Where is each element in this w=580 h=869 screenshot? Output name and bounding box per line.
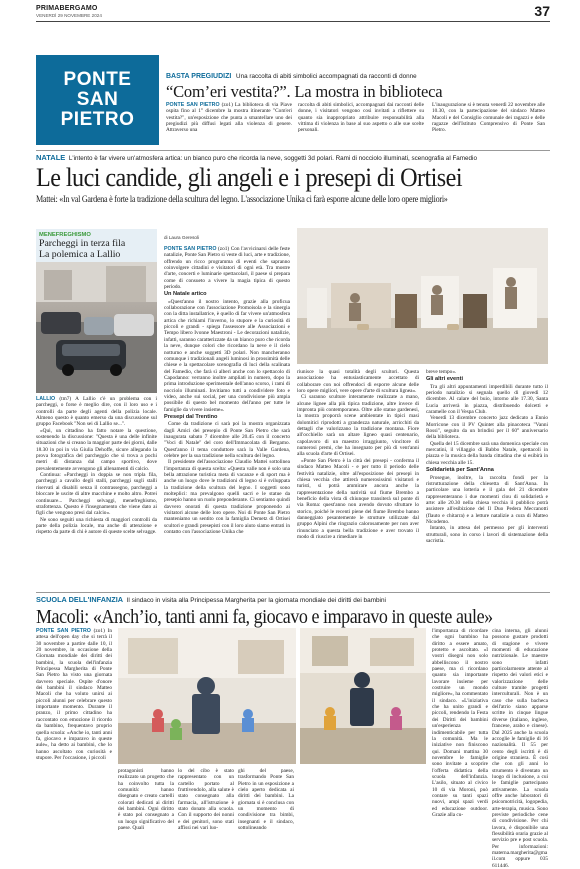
natale-kicker-row bbox=[36, 153, 477, 162]
body: Come da tradizione ci sarà poi la mostra organizzata dagli Amici dei presepio di Ponte San Pietro che sarà inaugurata sabato 7 dicembre alle 20.45 con il concerto "Voci di Natale" del coro dell'Immacolata di Bergamo. Quest'anno il tema conduttore sarà la Valle Gardena, celebre per la sua tradizione nella scultura del legno. bbox=[164, 421, 290, 459]
infanzia-col-4 bbox=[238, 768, 294, 834]
text-column bbox=[432, 102, 545, 146]
page-header bbox=[0, 0, 580, 28]
body: Tra gli altri appuntamenti imperdibili durante tutto il periodo natalizio si segnala quello di giovedì 12 dicembre. Al calare del buio, intorno alle 17.30, Santa Lucia arriverà in piazza, distribuendo dolcetti e caramelle con il Vespa Club. bbox=[426, 383, 548, 416]
headline: Macoli: «Anch’io, tanti anni fa, giocavo e imparavo in queste aule» bbox=[36, 606, 493, 628]
article-col-c bbox=[426, 369, 548, 591]
parking-photo bbox=[36, 262, 157, 393]
body: A Lallio c'è un problema con i parcheggi, o forse è meglio dire, con il loro uso e i controlli da parte degli agenti della polizia locale. Almeno questo è quanto emerso da una discussione sul gruppo Facebook "Non sei di Lallio se...". bbox=[36, 396, 157, 428]
code: (zo1) bbox=[217, 246, 230, 252]
town-line: SAN bbox=[76, 89, 119, 110]
divider bbox=[36, 150, 550, 151]
body: protagonisti hanno realizzato un progetto che ha coinvolto tutta la comunità: hanno disegnato e creato cartelli colorati dedicati ai diritti dei bambini. Ogni diritto è stato poi consegnato a un luogo significativo del paese. Quali bbox=[118, 768, 174, 832]
divider bbox=[36, 592, 550, 593]
section-tag: SCUOLA DELL'INFANZIA bbox=[36, 595, 123, 604]
kicker: L'intento è far vivere un'atmosfera artica: un bianco puro che ricorda la neve, soggetti 3d polari. Rami di nocciolo illuminati, scenografia al Famedio bbox=[68, 155, 477, 162]
infanzia-col-2 bbox=[118, 768, 174, 834]
body: raccolta di abiti simbolici, accompagnati dai racconti delle donne, i visitatori vengono così invitati a riflettere su quanto sia inappropriato attribuire responsabilità alla vittima di violenza in base al suo aspetto o alle sue scelte personali. bbox=[298, 102, 424, 134]
section-tag: NATALE bbox=[36, 153, 66, 162]
infanzia-col-3 bbox=[178, 768, 234, 834]
header-rule bbox=[36, 21, 550, 22]
body: La biblioteca di via Piave ospita fino al 1° dicembre la mostra itinerante "Com'eri vestita?", un'esposizione che punta a smantellare uno dei pregiudizi più diffusi legati alla violenza di genere. Attraverso una bbox=[166, 102, 293, 134]
headline: “Com’eri vestita?”. La mostra in biblioteca bbox=[166, 82, 443, 101]
subhead: Solidarietà per Sant'Anna bbox=[426, 467, 494, 474]
body: breve tempo». bbox=[426, 369, 457, 375]
subhead: Presepi dal Trentino bbox=[164, 413, 218, 420]
text-column bbox=[166, 102, 292, 146]
kicker: Una raccolta di abiti simbolici accompagnati da racconti di donne bbox=[236, 73, 417, 80]
infanzia-col-1 bbox=[36, 628, 112, 834]
infanzia-kicker-row bbox=[36, 595, 386, 604]
classroom-photo-1 bbox=[118, 628, 296, 764]
brand: PRIMABERGAMO bbox=[36, 5, 98, 12]
subhead: Gli altri eventi bbox=[426, 376, 463, 383]
headline bbox=[39, 239, 125, 260]
body: l'importanza di ricordare che ogni bambino ha diritto a essere amato, protetto e ascoltato. «I vostri disegni non solo abbelliscono il nostro paese, ma ci ricordano quanto sia importante lavorare insieme per costruire un mondo migliore», ha commentato il sindaco. «L'iniziativa che ha unito grandi e piccoli, rendendo la Festa dei Diritti dei bambini un'esperienza indimenticabile per tutta la comunità. Ma le iniziative non finiscono qui. Domani mattina 30 novembre le famiglie sono invitate a scoprire l'offerta didattica della scuola dell'infanzia. L'asilo, situato al civico 10 di via Moroni, può contare su tanti spazi nuovi, ampi spazi verdi ed educazione outdoor. Grazie alla cu- bbox=[432, 628, 488, 818]
body: Con l'avvicinarsi delle feste natalizie, Ponte San Pietro si veste di luci, arte e tradizione, offrendo un ricco programma di eventi che sapranno coinvolgere cittadini e visitatori di ogni età. Tra mostre d'arte, concerti e luminarie spettacolari, il paese si prepara come di consueto a vivere la magia tipica di questo periodo. bbox=[164, 246, 291, 291]
body: Il presidente dell'associazione Claudio Mattei sottolinea l'importanza di questa scelta: «Questa valle non è solo una bella attrazione turistica meta di vacanze e di sport ma è anche un luogo dove le tradizioni di legno si è sviluppata la tradizione della scultura del legno. I soggetti sono molteplici: ma prevalgono quelli sacri e le statue da presepio hanno un ruolo preponderante. Ci sentiamo quindi davvero onorati di questa tradizione proponendo ai visitatori alcune delle loro opere. Noi di Ponte San Pietro manteniamo un sentito con la famiglia Demetz di Ortisei scultori e grandi presepisti con il loro aiuto siamo entrati in contatto con l'associazione Unika che bbox=[164, 459, 290, 536]
nativity-photo bbox=[297, 228, 548, 364]
infanzia-col-5 bbox=[432, 628, 488, 834]
kicker-row bbox=[166, 73, 417, 80]
body: L'inaugurazione si è tenuta venerdì 22 novembre alle 10.30, con la partecipazione del sindaco Matteo Macoli e del Consiglio comunale dei ragazzi e delle ragazze dell'Istituto Comprensivo di Ponte San Pietro. bbox=[432, 102, 545, 134]
dateline: PONTE SAN PIETRO bbox=[166, 102, 220, 108]
town-box bbox=[36, 55, 159, 145]
body: lo del cibo è stato rappresentato con un cartello portato al fruttivendolo, alla salute è stato consegnato alla farmacia, all'istruzione è stato donato alla scuola. Con il supporto dei nonni e dei genitori, sono stati affissi nei vari luo- bbox=[178, 768, 234, 832]
body: Ne sono seguiti una richiesta di maggiori controlli da parte della polizia locale, ma anche di attenzione e rispetto da parte di chi è autore di queste scelte selvagge. bbox=[36, 516, 157, 536]
headline-line: La polemica a Lallio bbox=[39, 248, 121, 260]
body: Ci saranno sculture interamente realizzate a mano, alcune lignee alla più tipica tradizione, altre invece di impronta più contemporanea. Oltre alle statue gardenesi, la mostra proporrà scene ambientate in tipici masi dolomitici riprodotti a grandezza naturale, arricchiti da dettagli che valorizzano la tradizione montana. Fiore all'occhiello sarà un altare ligneo quasi centenario, capolavoro di un maestro irraggiunto, vincitore di numerosi premi, che ha insegnato per più di vent'anni alla scuola d'arte di Ortisei. bbox=[297, 394, 419, 458]
code: (zo1) bbox=[221, 102, 233, 108]
town-line: PONTE bbox=[63, 69, 132, 90]
body: Prosegue, inoltre, la raccolta fondi per la ristrutturazione della chiesetta di Sant'Anna. In particolare una lotteria e il gala del 21 dicembre rappresenteranno i due momenti clou di solidarietà e arte: alle 20.30 nella chiesa vecchia il pubblico potrà assistere all'esibizione del Il Duo Pedera Meccanotti (flauto e chitarra) e a letture natalizie a cura di Matteo Nicodemo. bbox=[426, 474, 548, 525]
section-tag: MENEFREGHISMO bbox=[39, 232, 91, 238]
code: (zo1) bbox=[93, 628, 105, 634]
body: In attesa dell'open day che si terrà il 30 novembre a partire dalle 10, il 20 novembre, in occasione della Giornata mondiale dei diritti dei bambini, la scuola dell'infanzia Principessa Margherita di Ponte San Pietro ha visto una giornata davvero speciale. Ospite d'onore dei bambini il sindaco Matteo Macoli che ha voluto unirsi ai piccoli alunni per celebrare questo importante momento. Durante il pranzo, il primo cittadino ha raccontato con emozione il ricordo da bambino, frequentavo proprio quella scuola: «Anche io, tanti anni fa, giocavo e imparavo in queste aule», ha detto ai bambini, che lo hanno ascoltato con curiosità e stupore. Per l'occasione, i piccoli bbox=[36, 628, 112, 761]
issue-date: VENERDÌ 29 NOVEMBRE 2024 bbox=[36, 13, 102, 18]
body: «Quest'anno il nostro intento, grazie alla proficua collaborazione con l'associazione Promoisola e la sinergia con la ditta installatrice, è quello di far vivere un'atmosfera artica che richiami l'inverno, lo stupore e la curiosità di piccoli e grandi - spiega l'assessore alle Associazioni e Tempo libero Ivonne Maestroni - Le decorazioni natalizie, infatti, saranno caratterizzate da un bianco puro che ricorda la neve, dunque colori che ricordano la neve e il cielo notturno e anche soggetti 3D polari. Non mancheranno comunque i tradizionali angeli luminosi in prossimità delle chiese e la spettacolare scenografia di luci della scalinata del Famedio, che farà sì alberi anche con lo spettacolo di Capodanno: verranno inoltre ampliati in numero, dopo la prima introduzione sperimentale dell'anno scorso, i rami di nocciolo illuminati. Invitiamo tutti a condividere foto e video, anche sui social, per una condivisione più ampia possibile di questo bel momento dell'anno per tutte le famiglie da vivere insieme». bbox=[164, 298, 290, 413]
body: Intanto, in attesa del permesso per gli interventi strutturali, sono in corso i lavori di sistemazione della sacristia. bbox=[426, 525, 548, 544]
dateline: PONTE SAN PIETRO bbox=[164, 246, 217, 252]
town-line: PIETRO bbox=[60, 109, 135, 130]
code: (tm7) bbox=[59, 396, 72, 402]
body: Continua: «Parcheggi in doppia se non tripla fila, parcheggi a cavallo degli stalli, parcheggi sugli stalli riservati ai disabili senza il contrassegno, parcheggi a bloccare le uscite di altre macchine e molto altro. Potrei continuare... Parcheggi selvaggi, menefreghismo, strafottenza. Questo è l'insegnamento che viene dato ai figli che vengono presi dal calcio». bbox=[36, 472, 157, 517]
byline: di Laura Geresoli bbox=[164, 235, 199, 240]
body: Venerdì 13 dicembre concerto jazz dedicato a Ennio Morricone con il PV Quintet alla pinacoteca "Vanni Rossi", seguito da un brindisi per il 60° anniversario della biblioteca. bbox=[426, 415, 548, 441]
body: ghi del paese, trasformando Ponte San Pietro in un esposizione a cielo aperto dedicata ai diritti dei bambini. La giornata si è conclusa con un momento di condivisione tra bimbi, insegnanti e il sindaco, sottolineando bbox=[238, 768, 294, 832]
article-col-b bbox=[297, 369, 419, 591]
subhead: Un Natale artico bbox=[164, 291, 207, 298]
section-tag: BASTA PREGIUDIZI bbox=[166, 73, 232, 80]
subheadline: Mattei: «In val Gardena è forte la tradizione della scultura del legno. L'associazione Unika ci farà esporre alcune delle loro opere migliori» bbox=[36, 194, 448, 204]
lallio-head bbox=[36, 229, 157, 262]
text-column bbox=[298, 102, 424, 146]
headline-line: Parcheggi in terza fila bbox=[39, 238, 126, 249]
article-col-a bbox=[164, 246, 290, 589]
headline: Le luci candide, gli angeli e i presepi di Ortisei bbox=[36, 163, 462, 192]
dateline: LALLIO bbox=[36, 396, 56, 402]
body: riunisce la quasi totalità degli scultori. Questa associazione ha entusiasticamente accettato di collaborare con noi offrendoci di esporre alcune delle loro opere migliori, vere opere d'arte di scultura lignea». bbox=[297, 369, 419, 395]
page-number: 37 bbox=[534, 3, 550, 19]
classroom-photo-2 bbox=[300, 628, 426, 764]
body: cina interna, gli alunni possono gustare prodotti di stagione e vivere momenti di educazione nutrizionale. Le maestre sono infatti particolarmente attente al rispetto dei valori etici e valorizzazione delle culture tramite progetti interculturali. Non è un caso che sulla bacheca dell'atrio siano apparse scritte in cinque lingue diverse (italiano, inglese, francese, arabo e cinese). Dal 2025 anche la scuola accoglie le famiglie di 16 nazionalità. Il 55 per cento degli iscritti è di origine straniera. È così che con gli anni lo strumento è diventato un luogo di inclusione, a cui le famiglie partecipano attivamente. La scuola offre anche laboratori di psicomotricità, logopedia, arte-terapia, musica. Sono previste periodiche cene di condivisione. Per chi lavora, è disponibile una flessibilità oraria grazie al servizio pre e post scuola. Per informazioni: materna.margherita@gmail.com oppure 035 611446. bbox=[492, 628, 548, 869]
body: «Ponte San Pietro è la città dei presepi - conferma il sindaco Matteo Macoli - e per tutto il periodo delle festività natalizie, oltre all'esposizione dei presepi in chiesa vecchia che attirerà numerosissimi visitatori e turisti, si potrà ammirare ancora anche la rappresentazione della natività sul fiume Brembo a beneficio della vista di chiunque transiterà sul ponte di via Roma: quest'anno non avendo dovuto sfruttare lo storico, poiché le recenti piene del fiume Brembo hanno danneggiato pesantemente le strutture utilizzate dal gruppo Alpini che ringrazio calorosamente per non aver rinunciato a questa bella tradizione e aver trovato il modo di riuscire a rimediare in bbox=[297, 457, 419, 540]
body: «Qui, un cittadino ha fatto notare la questione, sostenendo la discussione: "Questa è una delle infinite situazioni che si creano la maggior parte dei giorni, dalle 18.30 in poi in via Giulia Dehoffe, sicure allegando la prova fotografica del parcheggio che si trova a pochi metri di distanza dal campo sportivo, dove prevalentemente avvengono gli allenamenti di calcio. bbox=[36, 427, 157, 472]
kicker: Il sindaco in visita alla Principessa Margherita per la giornata mondiale dei diritti dei bambini bbox=[126, 597, 386, 604]
infanzia-col-6 bbox=[492, 628, 548, 869]
dateline: PONTE SAN PIETRO bbox=[36, 628, 91, 634]
body: Quella del 15 dicembre sarà una domenica speciale con mercatini, il villaggio di Babbo Natale, spettacoli in piazza e la musica della banda cittadina che si esibirà in chiesa vecchia alle 15. bbox=[426, 440, 548, 466]
lallio-text bbox=[36, 396, 157, 589]
